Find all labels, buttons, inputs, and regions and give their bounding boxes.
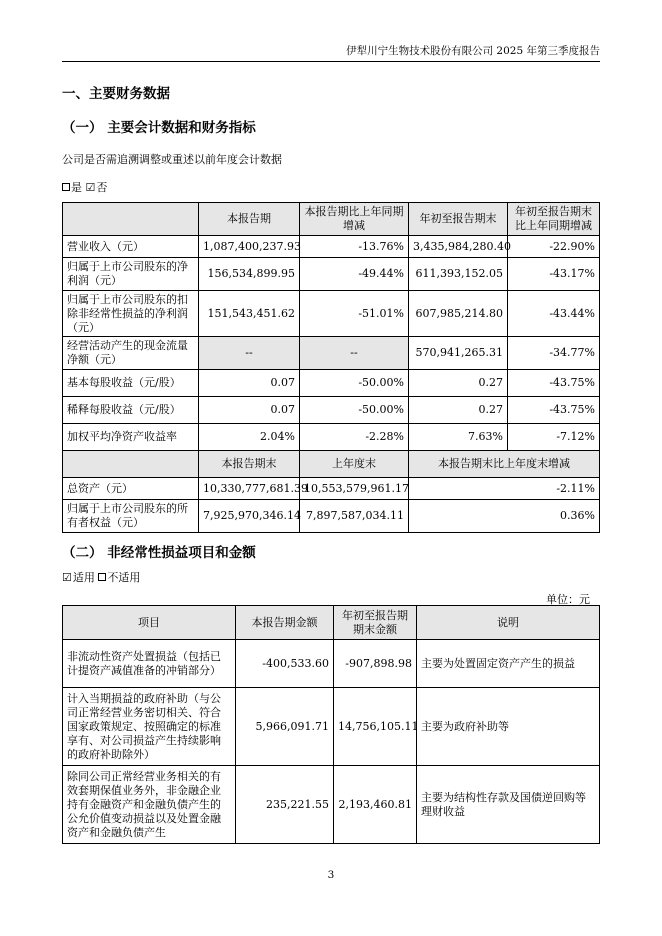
cell-value: -50.00%: [300, 370, 409, 397]
cell-value: --: [199, 337, 300, 370]
row-label: 经营活动产生的现金流量净额（元）: [63, 337, 199, 370]
header-cell: 本报告期末: [199, 451, 300, 478]
header-divider: [62, 61, 600, 62]
cell-value: 607,985,214.80: [409, 291, 508, 337]
cell-value: -22.90%: [508, 236, 600, 258]
header-cell: 说明: [417, 606, 600, 640]
cell-value: 0.07: [199, 370, 300, 397]
cell-value: -13.76%: [300, 236, 409, 258]
cell-value: 235,221.55: [236, 766, 334, 844]
item-note: 主要为结构性存款及国债逆回购等理财收益: [417, 766, 600, 844]
table-header-row: [63, 451, 600, 478]
cell-value: 14,756,105.11: [334, 688, 417, 766]
cell-value: -7.12%: [508, 424, 600, 451]
cell-value: 7,897,587,034.11: [300, 500, 409, 533]
cell-value: 570,941,265.31: [409, 337, 508, 370]
table-header-row: [63, 203, 600, 236]
restate-no-label: 否: [96, 181, 108, 194]
cell-value: 0.07: [199, 397, 300, 424]
table-row: [63, 258, 600, 291]
subsection-title-nonrecurring: （二） 非经常性损益项目和金额: [62, 545, 256, 561]
cell-value: 2,193,460.81: [334, 766, 417, 844]
cell-value: 10,553,579,961.17: [300, 478, 409, 500]
table-row: [63, 337, 600, 370]
header-cell: [63, 203, 199, 236]
applicability-choice: [62, 571, 140, 585]
cell-value: 5,966,091.71: [236, 688, 334, 766]
cell-value: -2.11%: [409, 478, 600, 500]
table-row: [63, 688, 600, 766]
header-cell: 本报告期末比上年度末增减: [409, 451, 600, 478]
restate-question: 公司是否需追溯调整或重述以前年度会计数据: [62, 153, 282, 166]
cell-value: -43.75%: [508, 397, 600, 424]
table-row: [63, 478, 600, 500]
table-row: [63, 766, 600, 844]
running-header: 伊犁川宁生物技术股份有限公司 2025 年第三季度报告: [346, 45, 600, 57]
table-row: [63, 370, 600, 397]
checked-box-icon: ☑: [62, 571, 72, 584]
subsection-title-accounting-data: （一） 主要会计数据和财务指标: [62, 120, 256, 136]
table-row: [63, 236, 600, 258]
table-row: [63, 640, 600, 688]
cell-value: 1,087,400,237.93: [199, 236, 300, 258]
item-description: 计入当期损益的政府补助（与公司正常经营业务密切相关、符合国家政策规定、按照确定的标准享有、对公司损益产生持续影响的政府补助除外）: [63, 688, 236, 766]
restate-choice: [62, 181, 107, 195]
cell-value: -2.28%: [300, 424, 409, 451]
row-label: 基本每股收益（元/股）: [63, 370, 199, 397]
header-cell: 本报告期金额: [236, 606, 334, 640]
cell-value: 10,330,777,681.39: [199, 478, 300, 500]
row-label: 营业收入（元）: [63, 236, 199, 258]
cell-value: 611,393,152.05: [409, 258, 508, 291]
header-cell: 年初至报告期期末金额: [334, 606, 417, 640]
table-header-row: [63, 606, 600, 640]
cell-value: 7.63%: [409, 424, 508, 451]
cell-value: 7,925,970,346.14: [199, 500, 300, 533]
cell-value: -34.77%: [508, 337, 600, 370]
item-description: 非流动性资产处置损益（包括已计提资产减值准备的冲销部分）: [63, 640, 236, 688]
header-cell: 本报告期: [199, 203, 300, 236]
page-number: 3: [327, 869, 335, 881]
row-label: 归属于上市公司股东的扣除非经常性损益的净利润（元）: [63, 291, 199, 337]
cell-value: 0.27: [409, 370, 508, 397]
checked-box-icon: ☑: [85, 181, 96, 194]
header-cell: 年初至报告期末比上年同期增减: [508, 203, 600, 236]
unit-label: 单位：元: [546, 593, 590, 606]
header-cell: 项目: [63, 606, 236, 640]
unchecked-box-icon: [98, 573, 106, 581]
cell-value: 156,534,899.95: [199, 258, 300, 291]
cell-value: --: [300, 337, 409, 370]
not-applicable-label: 不适用: [107, 571, 141, 584]
cell-value: 0.27: [409, 397, 508, 424]
cell-value: -43.75%: [508, 370, 600, 397]
cell-value: -43.17%: [508, 258, 600, 291]
table-row: [63, 291, 600, 337]
key-financial-data-table: [62, 202, 600, 533]
cell-value: 151,543,451.62: [199, 291, 300, 337]
header-cell: 年初至报告期末: [409, 203, 508, 236]
header-cell: 本报告期比上年同期增减: [300, 203, 409, 236]
section-title: 一、主要财务数据: [62, 86, 170, 102]
row-label: 归属于上市公司股东的所有者权益（元）: [63, 500, 199, 533]
cell-value: -400,533.60: [236, 640, 334, 688]
table-row: [63, 424, 600, 451]
cell-value: -49.44%: [300, 258, 409, 291]
item-note: 主要为处置固定资产产生的损益: [417, 640, 600, 688]
item-description: 除同公司正常经营业务相关的有效套期保值业务外，非金融企业持有金融资产和金融负债产生的公允价值变动损益以及处置金融资产和金融负债产生: [63, 766, 236, 844]
row-label: 归属于上市公司股东的净利润（元）: [63, 258, 199, 291]
unchecked-box-icon: [62, 183, 70, 191]
applicable-label: 适用: [72, 571, 95, 584]
cell-value: 3,435,984,280.40: [409, 236, 508, 258]
row-label: 总资产（元）: [63, 478, 199, 500]
row-label: 稀释每股收益（元/股）: [63, 397, 199, 424]
cell-value: -51.01%: [300, 291, 409, 337]
nonrecurring-items-table: [62, 605, 600, 844]
table-row: [63, 500, 600, 533]
header-cell-empty: [63, 451, 199, 478]
cell-value: -907,898.98: [334, 640, 417, 688]
restate-yes-label: 是: [71, 181, 82, 194]
cell-value: 2.04%: [199, 424, 300, 451]
header-cell: 上年度末: [300, 451, 409, 478]
cell-value: 0.36%: [409, 500, 600, 533]
cell-value: -43.44%: [508, 291, 600, 337]
cell-value: -50.00%: [300, 397, 409, 424]
item-note: 主要为政府补助等: [417, 688, 600, 766]
row-label: 加权平均净资产收益率: [63, 424, 199, 451]
table-row: [63, 397, 600, 424]
